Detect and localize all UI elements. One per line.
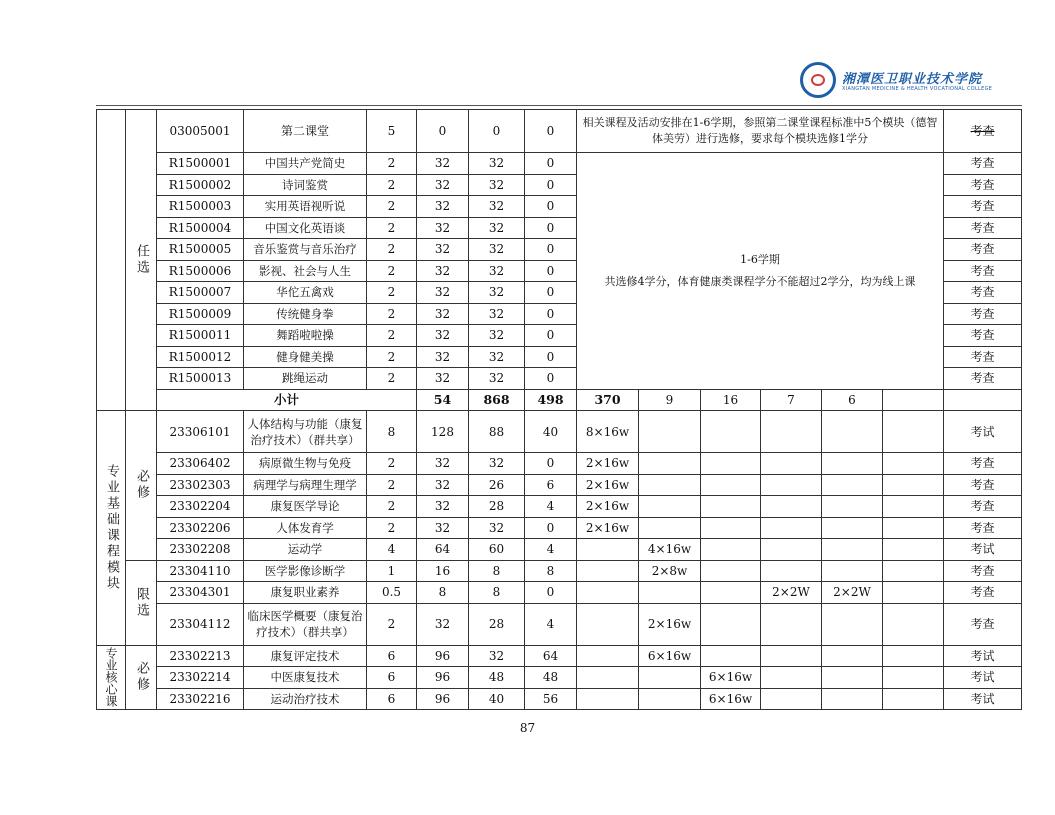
course-theory: 32 [469, 346, 525, 368]
course-assess: 考查 [944, 517, 1022, 539]
subtotal-s3: 7 [761, 389, 822, 411]
course-s4 [761, 603, 822, 645]
course-hours: 32 [417, 325, 469, 347]
course-theory: 28 [469, 496, 525, 518]
course-assess: 考查 [944, 217, 1022, 239]
college-logo [800, 62, 993, 106]
course-theory: 32 [469, 217, 525, 239]
course-s2 [639, 517, 701, 539]
group-required: 必修 [126, 411, 157, 561]
course-theory: 26 [469, 474, 525, 496]
course-code: 23302206 [157, 517, 244, 539]
course-hours: 8 [417, 582, 469, 604]
course-s6 [883, 582, 944, 604]
course-credits: 2 [367, 260, 417, 282]
course-hours: 96 [417, 688, 469, 710]
group-limited: 限选 [126, 560, 157, 645]
course-s5 [822, 474, 883, 496]
course-credits: 2 [367, 217, 417, 239]
course-credits: 2 [367, 174, 417, 196]
course-hours: 32 [417, 368, 469, 390]
course-s4 [761, 688, 822, 710]
course-s6 [883, 517, 944, 539]
group-foundation-module: 专业基础课程模块 [97, 411, 126, 646]
course-s2 [639, 667, 701, 689]
course-theory: 32 [469, 260, 525, 282]
course-code: 23302214 [157, 667, 244, 689]
course-s6 [883, 688, 944, 710]
table-row [97, 603, 1022, 645]
subtotal-s6 [944, 389, 1022, 411]
course-assess: 考查 [944, 174, 1022, 196]
course-code: R1500002 [157, 174, 244, 196]
course-assess: 考查 [944, 260, 1022, 282]
course-credits: 2 [367, 282, 417, 304]
course-theory: 60 [469, 539, 525, 561]
course-code: R1500007 [157, 282, 244, 304]
subtotal-credits: 54 [417, 389, 469, 411]
course-code: R1500003 [157, 196, 244, 218]
course-hours: 32 [417, 196, 469, 218]
course-code: R1500005 [157, 239, 244, 261]
table-row [97, 389, 1022, 411]
second-class-note: 相关课程及活动安排在1-6学期，参照第二课堂课程标准中5个模块（德智体美劳）进行选修，要求每个模块选修1学分 [577, 110, 944, 153]
course-s1 [577, 688, 639, 710]
course-s4 [761, 667, 822, 689]
course-credits: 6 [367, 688, 417, 710]
course-credits: 6 [367, 645, 417, 667]
course-assess: 考查 [944, 303, 1022, 325]
course-s1 [577, 645, 639, 667]
course-assess: 考试 [944, 688, 1022, 710]
course-practice: 64 [525, 645, 577, 667]
course-assess: 考查 [944, 282, 1022, 304]
course-s5 [822, 667, 883, 689]
course-practice: 0 [525, 110, 577, 153]
subtotal-s4: 6 [822, 389, 883, 411]
course-hours: 64 [417, 539, 469, 561]
course-s1 [577, 539, 639, 561]
course-credits: 2 [367, 153, 417, 175]
course-s2: 2×8w [639, 560, 701, 582]
course-practice: 0 [525, 346, 577, 368]
course-s1 [577, 582, 639, 604]
course-name: 病原微生物与免疫 [244, 453, 367, 475]
course-assess: 考试 [944, 411, 1022, 453]
table-row [97, 539, 1022, 561]
course-theory: 40 [469, 688, 525, 710]
course-code: 23306101 [157, 411, 244, 453]
course-practice: 0 [525, 282, 577, 304]
course-hours: 32 [417, 496, 469, 518]
course-practice: 0 [525, 582, 577, 604]
course-s2 [639, 496, 701, 518]
course-theory: 32 [469, 368, 525, 390]
course-s1 [577, 667, 639, 689]
course-s3 [701, 474, 761, 496]
course-s5 [822, 539, 883, 561]
course-hours: 32 [417, 453, 469, 475]
course-s4 [761, 517, 822, 539]
course-theory: 32 [469, 196, 525, 218]
course-practice: 0 [525, 325, 577, 347]
course-s3 [701, 517, 761, 539]
elective-note [577, 153, 944, 390]
course-code: 23304112 [157, 603, 244, 645]
course-hours: 128 [417, 411, 469, 453]
course-credits: 2 [367, 196, 417, 218]
course-credits: 2 [367, 496, 417, 518]
course-theory: 48 [469, 667, 525, 689]
course-assess: 考查 [944, 196, 1022, 218]
course-hours: 32 [417, 260, 469, 282]
group-elective: 任选 [126, 110, 157, 411]
course-code: 23302303 [157, 474, 244, 496]
course-credits: 2 [367, 346, 417, 368]
course-name: 运动学 [244, 539, 367, 561]
course-hours: 32 [417, 217, 469, 239]
course-s3 [701, 453, 761, 475]
course-s4: 2×2W [761, 582, 822, 604]
outer-border-cell [97, 110, 126, 411]
course-s5 [822, 411, 883, 453]
subtotal-s5 [883, 389, 944, 411]
course-practice: 8 [525, 560, 577, 582]
course-name: 康复医学导论 [244, 496, 367, 518]
course-s5 [822, 645, 883, 667]
table-row [97, 688, 1022, 710]
college-name: 湘潭医卫职业技术学院 [842, 72, 983, 87]
course-s1 [577, 560, 639, 582]
course-assess: 考查 [944, 325, 1022, 347]
course-s5 [822, 496, 883, 518]
course-theory: 0 [469, 110, 525, 153]
course-hours: 32 [417, 303, 469, 325]
course-credits: 2 [367, 603, 417, 645]
course-practice: 0 [525, 453, 577, 475]
table-row [97, 496, 1022, 518]
course-theory: 8 [469, 582, 525, 604]
course-theory: 32 [469, 153, 525, 175]
course-code: R1500004 [157, 217, 244, 239]
course-name: 音乐鉴赏与音乐治疗 [244, 239, 367, 261]
course-code: 23304301 [157, 582, 244, 604]
course-theory: 28 [469, 603, 525, 645]
course-s3 [701, 411, 761, 453]
table-row [97, 411, 1022, 453]
course-credits: 8 [367, 411, 417, 453]
course-assess: 考查 [944, 110, 1022, 153]
course-code: 23306402 [157, 453, 244, 475]
course-s1: 8×16w [577, 411, 639, 453]
course-code: R1500011 [157, 325, 244, 347]
course-credits: 2 [367, 517, 417, 539]
course-code: R1500006 [157, 260, 244, 282]
course-s3 [701, 560, 761, 582]
table-row [97, 110, 1022, 153]
course-practice: 40 [525, 411, 577, 453]
course-assess: 考试 [944, 645, 1022, 667]
course-name: 病理学与病理生理学 [244, 474, 367, 496]
course-s6 [883, 645, 944, 667]
course-practice: 0 [525, 368, 577, 390]
table-row [97, 474, 1022, 496]
course-hours: 32 [417, 153, 469, 175]
course-assess: 考查 [944, 368, 1022, 390]
college-name-en: XIANGTAN MEDICINE & HEALTH VOCATIONAL COLLEGE [842, 86, 993, 92]
course-name: 中国共产党简史 [244, 153, 367, 175]
course-s4 [761, 539, 822, 561]
course-s6 [883, 560, 944, 582]
course-s1: 2×16w [577, 474, 639, 496]
course-credits: 2 [367, 239, 417, 261]
course-practice: 48 [525, 667, 577, 689]
course-s6 [883, 411, 944, 453]
elective-note-line2: 共选修4学分，体育健康类课程学分不能超过2学分，均为线上课 [604, 274, 916, 288]
course-name: 医学影像诊断学 [244, 560, 367, 582]
course-practice: 0 [525, 196, 577, 218]
course-s1: 2×16w [577, 517, 639, 539]
course-code: 23304110 [157, 560, 244, 582]
course-hours: 32 [417, 174, 469, 196]
course-code: 23302208 [157, 539, 244, 561]
course-credits: 2 [367, 453, 417, 475]
course-s2: 4×16w [639, 539, 701, 561]
course-s4 [761, 560, 822, 582]
course-credits: 5 [367, 110, 417, 153]
elective-note-line1: 1-6学期 [740, 252, 780, 266]
course-s2 [639, 688, 701, 710]
course-s3 [701, 496, 761, 518]
course-assess: 考查 [944, 496, 1022, 518]
course-assess: 考查 [944, 474, 1022, 496]
course-practice: 4 [525, 496, 577, 518]
course-practice: 0 [525, 260, 577, 282]
course-code: R1500013 [157, 368, 244, 390]
course-assess: 考查 [944, 453, 1022, 475]
course-s3 [701, 539, 761, 561]
course-s3 [701, 582, 761, 604]
course-s2: 6×16w [639, 645, 701, 667]
course-s3 [701, 603, 761, 645]
page-number: 87 [519, 721, 536, 735]
group-core: 专业核心课 [97, 645, 126, 710]
course-assess: 考查 [944, 239, 1022, 261]
course-name: 运动治疗技术 [244, 688, 367, 710]
subtotal-label: 小计 [157, 389, 417, 411]
course-name: 康复职业素养 [244, 582, 367, 604]
course-s2 [639, 453, 701, 475]
curriculum-table [96, 109, 1022, 710]
course-credits: 1 [367, 560, 417, 582]
header-rule [96, 105, 1022, 106]
course-s6 [883, 539, 944, 561]
course-practice: 4 [525, 603, 577, 645]
course-s5: 2×2W [822, 582, 883, 604]
course-theory: 32 [469, 517, 525, 539]
course-hours: 96 [417, 645, 469, 667]
course-practice: 0 [525, 303, 577, 325]
course-practice: 0 [525, 517, 577, 539]
course-s6 [883, 496, 944, 518]
course-s4 [761, 453, 822, 475]
course-assess: 考查 [944, 153, 1022, 175]
course-assess: 考查 [944, 582, 1022, 604]
course-hours: 16 [417, 560, 469, 582]
course-s6 [883, 453, 944, 475]
course-assess: 考查 [944, 560, 1022, 582]
course-s1: 2×16w [577, 453, 639, 475]
course-s2 [639, 474, 701, 496]
course-theory: 88 [469, 411, 525, 453]
course-s4 [761, 645, 822, 667]
table-row [97, 153, 1022, 175]
subtotal-s2: 16 [701, 389, 761, 411]
subtotal-theory: 498 [525, 389, 577, 411]
course-practice: 0 [525, 217, 577, 239]
course-s4 [761, 474, 822, 496]
subtotal-hours: 868 [469, 389, 525, 411]
course-s5 [822, 517, 883, 539]
subtotal-s1: 9 [639, 389, 701, 411]
table-row [97, 560, 1022, 582]
course-name: 华佗五禽戏 [244, 282, 367, 304]
course-code: R1500012 [157, 346, 244, 368]
group-required: 必修 [126, 645, 157, 710]
course-hours: 32 [417, 346, 469, 368]
course-name: 康复评定技术 [244, 645, 367, 667]
course-name: 诗词鉴赏 [244, 174, 367, 196]
course-theory: 32 [469, 303, 525, 325]
course-credits: 2 [367, 474, 417, 496]
course-code: 23302216 [157, 688, 244, 710]
course-s5 [822, 688, 883, 710]
course-s1 [577, 603, 639, 645]
course-practice: 4 [525, 539, 577, 561]
course-hours: 32 [417, 282, 469, 304]
course-code: R1500001 [157, 153, 244, 175]
subtotal-practice: 370 [577, 389, 639, 411]
college-seal-icon [800, 62, 836, 98]
course-s6 [883, 474, 944, 496]
course-code: R1500009 [157, 303, 244, 325]
course-theory: 8 [469, 560, 525, 582]
course-name: 传统健身拳 [244, 303, 367, 325]
course-theory: 32 [469, 174, 525, 196]
course-name: 舞蹈啦啦操 [244, 325, 367, 347]
course-s3 [701, 645, 761, 667]
course-hours: 32 [417, 603, 469, 645]
course-hours: 32 [417, 239, 469, 261]
course-hours: 96 [417, 667, 469, 689]
course-s3: 6×16w [701, 688, 761, 710]
course-hours: 32 [417, 517, 469, 539]
course-s4 [761, 496, 822, 518]
course-theory: 32 [469, 453, 525, 475]
course-s4 [761, 411, 822, 453]
course-s5 [822, 453, 883, 475]
table-row [97, 645, 1022, 667]
course-theory: 32 [469, 239, 525, 261]
course-practice: 56 [525, 688, 577, 710]
course-practice: 6 [525, 474, 577, 496]
course-s6 [883, 603, 944, 645]
course-assess: 考查 [944, 603, 1022, 645]
course-theory: 32 [469, 325, 525, 347]
table-row [97, 453, 1022, 475]
course-assess: 考查 [944, 346, 1022, 368]
course-s2 [639, 582, 701, 604]
course-name: 中国文化英语谈 [244, 217, 367, 239]
course-s3: 6×16w [701, 667, 761, 689]
course-name: 健身健美操 [244, 346, 367, 368]
course-s6 [883, 667, 944, 689]
course-practice: 0 [525, 174, 577, 196]
table-row [97, 667, 1022, 689]
course-credits: 2 [367, 303, 417, 325]
course-s2 [639, 411, 701, 453]
course-name: 第二课堂 [244, 110, 367, 153]
table-row [97, 517, 1022, 539]
course-assess: 考试 [944, 539, 1022, 561]
table-row [97, 582, 1022, 604]
course-credits: 2 [367, 368, 417, 390]
course-practice: 0 [525, 153, 577, 175]
course-code: 23302204 [157, 496, 244, 518]
course-name: 人体发育学 [244, 517, 367, 539]
course-name: 中医康复技术 [244, 667, 367, 689]
course-hours: 32 [417, 474, 469, 496]
course-name: 跳绳运动 [244, 368, 367, 390]
course-credits: 4 [367, 539, 417, 561]
course-s2: 2×16w [639, 603, 701, 645]
course-s5 [822, 603, 883, 645]
course-credits: 6 [367, 667, 417, 689]
course-assess: 考试 [944, 667, 1022, 689]
course-credits: 0.5 [367, 582, 417, 604]
course-code: 03005001 [157, 110, 244, 153]
course-hours: 0 [417, 110, 469, 153]
course-s1: 2×16w [577, 496, 639, 518]
course-practice: 0 [525, 239, 577, 261]
course-theory: 32 [469, 282, 525, 304]
course-theory: 32 [469, 645, 525, 667]
course-name: 人体结构与功能（康复治疗技术）（群共享） [244, 411, 367, 453]
course-s5 [822, 560, 883, 582]
course-name: 临床医学概要（康复治疗技术）（群共享） [244, 603, 367, 645]
course-credits: 2 [367, 325, 417, 347]
course-name: 影视、社会与人生 [244, 260, 367, 282]
course-name: 实用英语视听说 [244, 196, 367, 218]
course-code: 23302213 [157, 645, 244, 667]
